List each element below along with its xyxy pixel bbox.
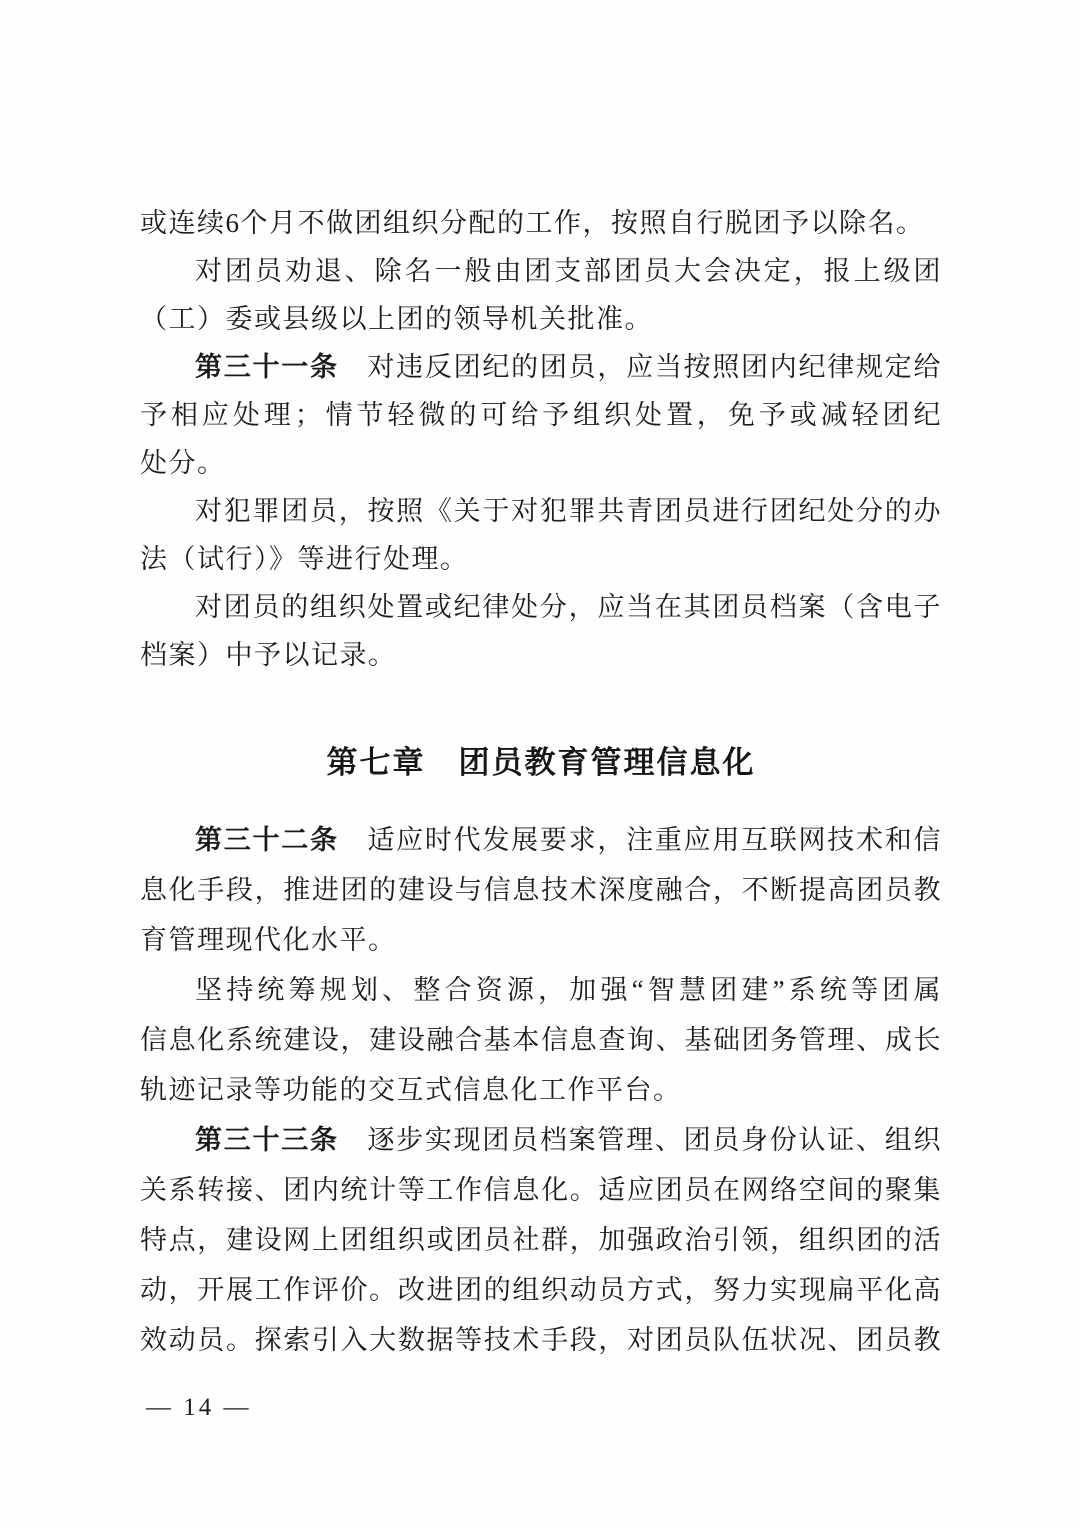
- document-line: 息化手段，推进团的建设与信息技术深度融合，不断提高团员教: [140, 875, 942, 905]
- document-line: （工）委或县级以上团的领导机关批准。: [140, 304, 653, 334]
- document-line: 信息化系统建设，建设融合基本信息查询、基础团务管理、成长: [140, 1025, 942, 1055]
- document-line-article-33: [140, 1116, 942, 1164]
- document-line: 对犯罪团员，按照《关于对犯罪共青团员进行团纪处分的办: [195, 496, 942, 526]
- line-text: 逐步实现团员档案管理、团员身份认证、组织: [338, 1125, 943, 1155]
- document-line-article-32: [140, 816, 942, 864]
- document-text-block: [140, 0, 942, 1528]
- document-line: 对团员的组织处置或纪律处分，应当在其团员档案（含电子: [195, 592, 942, 622]
- document-line: 育管理现代化水平。: [140, 925, 397, 955]
- document-line: 效动员。探索引入大数据等技术手段，对团员队伍状况、团员教: [140, 1325, 942, 1355]
- page-number: — 14 —: [146, 1394, 252, 1421]
- article-number: 第三十三条: [195, 1125, 339, 1155]
- document-line: 对团员劝退、除名一般由团支部团员大会决定，报上级团: [195, 256, 942, 286]
- document-line: 关系转接、团内统计等工作信息化。适应团员在网络空间的聚集: [140, 1175, 942, 1205]
- line-text: 适应时代发展要求，注重应用互联网技术和信: [338, 825, 943, 855]
- chapter-heading: 第七章 团员教育管理信息化: [326, 745, 756, 780]
- document-line: 法（试行）》等进行处理。: [140, 544, 469, 574]
- document-line-article-31: [140, 343, 942, 391]
- document-line: 动，开展工作评价。改进团的组织动员方式，努力实现扁平化高: [140, 1275, 942, 1305]
- document-line: 或连续6个月不做团组织分配的工作，按照自行脱团予以除名。: [140, 208, 925, 238]
- document-line: 轨迹记录等功能的交互式信息化工作平台。: [140, 1075, 682, 1105]
- document-line: 特点，建设网上团组织或团员社群，加强政治引领，组织团的活: [140, 1225, 942, 1255]
- document-line: 处分。: [140, 448, 226, 478]
- line-text: 对违反团纪的团员，应当按照团内纪律规定给: [338, 352, 943, 382]
- article-number: 第三十一条: [195, 352, 339, 382]
- article-number: 第三十二条: [195, 825, 339, 855]
- document-line: 档案）中予以记录。: [140, 640, 397, 670]
- document-line: 予相应处理；情节轻微的可给予组织处置，免予或减轻团纪: [140, 400, 942, 430]
- document-line: 坚持统筹规划、整合资源，加强“智慧团建”系统等团属: [195, 975, 942, 1005]
